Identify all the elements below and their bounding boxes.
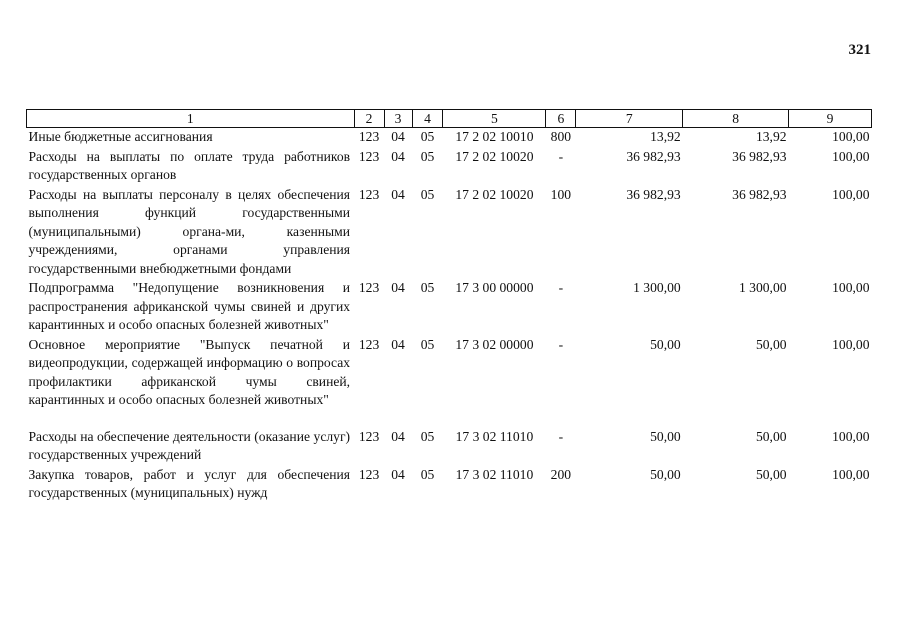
column-header-8: 8: [683, 110, 789, 128]
row-target-article: 17 3 02 11010: [455, 466, 534, 482]
row-code: 123: [358, 148, 380, 164]
column-header-2: 2: [354, 110, 384, 128]
row-name: Расходы на выплаты по оплате труда работников государственных органов: [28, 148, 351, 182]
row-value-7: 50,00: [650, 336, 681, 352]
row-expense-type: -: [558, 336, 564, 352]
row-subsection: 05: [420, 186, 435, 202]
row-expense-type: -: [558, 428, 564, 444]
row-section: 04: [391, 428, 405, 444]
row-code: 123: [358, 280, 380, 295]
row-section: 04: [391, 466, 405, 482]
row-name: Расходы на выплаты персоналу в целях обеспечения выполнения функций государственными (муниципальными) органа-ми, казенными учреждениями, органами управления государственными внебюджетными фондами: [28, 186, 351, 276]
row-code: 123: [358, 129, 380, 144]
table-row: [27, 410, 872, 465]
row-target-article: 17 3 00 00000: [455, 280, 534, 295]
row-section: 04: [391, 280, 405, 295]
row-value-8: 50,00: [755, 466, 787, 482]
row-subsection: 05: [420, 280, 435, 295]
column-header-7: 7: [576, 110, 683, 128]
column-header-3: 3: [384, 110, 412, 128]
row-section: 04: [391, 148, 405, 164]
table-row: [27, 465, 872, 503]
row-target-article: 17 3 02 00000: [455, 336, 534, 352]
table-row: [27, 128, 872, 147]
column-header-5: 5: [443, 110, 546, 128]
row-code: 123: [358, 428, 380, 444]
row-expense-type: 800: [550, 129, 572, 144]
column-header-4: 4: [412, 110, 443, 128]
row-name: Основное мероприятие "Выпуск печатной и видеопродукции, содержащей информацию о вопросах профилактики африканской чумы свиней, карантинных и особо опасных болезней животных": [28, 336, 351, 407]
row-code: 123: [358, 186, 380, 202]
row-value-7: 13,92: [650, 129, 681, 144]
row-value-7: 1 300,00: [633, 280, 681, 295]
row-value-9: 100,00: [832, 466, 870, 482]
row-target-article: 17 2 02 10020: [455, 186, 534, 202]
row-code: 123: [358, 466, 380, 482]
table-row: [27, 278, 872, 335]
column-header-1: 1: [27, 110, 355, 128]
row-value-7: 36 982,93: [626, 148, 681, 164]
row-subsection: 05: [420, 148, 435, 164]
row-subsection: 05: [420, 336, 435, 352]
row-expense-type: 100: [550, 186, 572, 202]
row-name: Подпрограмма "Недопущение возникновения и распространения африканской чумы свиней и других карантинных и особо опасных болезней животных": [28, 280, 351, 332]
row-section: 04: [391, 129, 405, 144]
row-expense-type: 200: [550, 466, 572, 482]
row-section: 04: [391, 186, 405, 202]
row-value-9: 100,00: [832, 336, 870, 352]
row-value-7: 50,00: [650, 466, 681, 482]
row-target-article: 17 3 02 11010: [455, 428, 534, 444]
row-target-article: 17 2 02 10010: [455, 129, 534, 144]
row-value-9: 100,00: [832, 280, 870, 295]
row-value-8: 13,92: [755, 129, 787, 144]
row-value-7: 50,00: [650, 428, 681, 444]
table-header-row: [27, 110, 872, 128]
row-subsection: 05: [420, 129, 435, 144]
row-subsection: 05: [420, 428, 435, 444]
row-value-9: 100,00: [832, 129, 870, 144]
row-name: Иные бюджетные ассигнования: [28, 129, 213, 144]
row-value-8: 1 300,00: [738, 280, 787, 295]
row-value-8: 36 982,93: [732, 148, 787, 164]
column-header-6: 6: [546, 110, 576, 128]
row-value-7: 36 982,93: [626, 186, 681, 202]
row-value-8: 36 982,93: [732, 186, 787, 202]
column-header-9: 9: [789, 110, 872, 128]
row-name: Закупка товаров, работ и услуг для обеспечения государственных (муниципальных) нужд: [28, 466, 351, 500]
row-expense-type: -: [558, 148, 564, 164]
row-value-9: 100,00: [832, 148, 870, 164]
row-target-article: 17 2 02 10020: [455, 148, 534, 164]
table-row: [27, 147, 872, 185]
row-subsection: 05: [420, 466, 435, 482]
row-name: Расходы на обеспечение деятельности (оказание услуг) государственных учреждений: [28, 428, 351, 462]
table-row: [27, 185, 872, 279]
page-number: 321: [848, 42, 871, 58]
row-value-8: 50,00: [755, 428, 787, 444]
row-code: 123: [358, 336, 380, 352]
row-value-9: 100,00: [832, 428, 870, 444]
row-value-9: 100,00: [832, 186, 870, 202]
table-row: [27, 335, 872, 410]
row-section: 04: [391, 336, 405, 352]
row-expense-type: -: [558, 280, 564, 295]
row-value-8: 50,00: [755, 336, 787, 352]
budget-table: [26, 109, 872, 503]
